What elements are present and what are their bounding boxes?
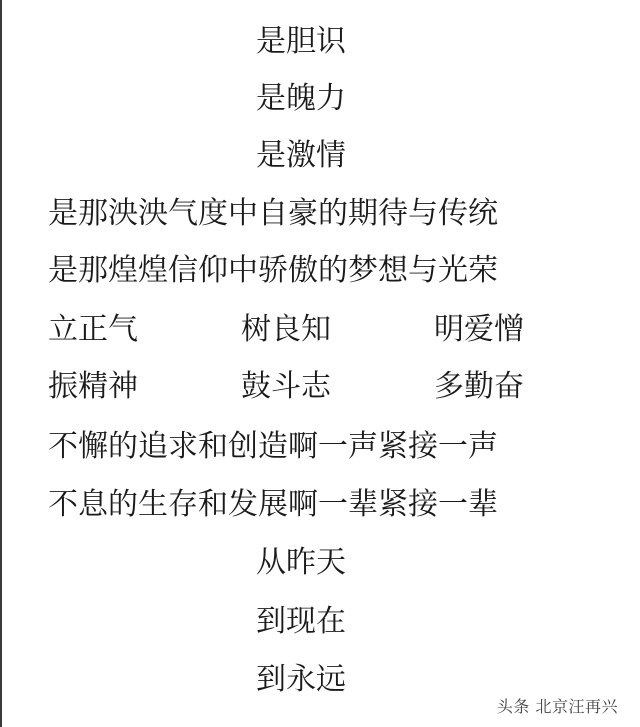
poem-trio-row-2 <box>48 369 524 405</box>
trio-2-phrase-3: 多勤奋 <box>434 369 524 404</box>
poem-line-8: 不懈的追求和创造啊一声紧接一声 <box>48 429 498 464</box>
trio-1-phrase-1: 立正气 <box>48 312 138 347</box>
poem-line-2: 是魄力 <box>256 81 346 116</box>
poem-line-3: 是激情 <box>256 138 346 173</box>
poem-line-12: 到永远 <box>256 662 346 697</box>
watermark-text: 头条 北京汪再兴 <box>496 697 618 716</box>
poem-line-9: 不息的生存和发展啊一辈紧接一辈 <box>48 487 498 522</box>
poem-line-5: 是那煌煌信仰中骄傲的梦想与光荣 <box>48 253 498 288</box>
trio-1-phrase-2: 树良知 <box>241 312 331 347</box>
trio-2-phrase-1: 振精神 <box>48 369 138 404</box>
poem-line-1: 是胆识 <box>256 24 346 59</box>
poem-line-4: 是那泱泱气度中自豪的期待与传统 <box>48 196 498 231</box>
poem-line-11: 到现在 <box>256 604 346 639</box>
poem-trio-row-1 <box>48 312 524 348</box>
trio-2-phrase-2: 鼓斗志 <box>241 369 331 404</box>
trio-1-phrase-3: 明爱憎 <box>434 312 524 347</box>
poem-line-10: 从昨天 <box>256 545 346 580</box>
